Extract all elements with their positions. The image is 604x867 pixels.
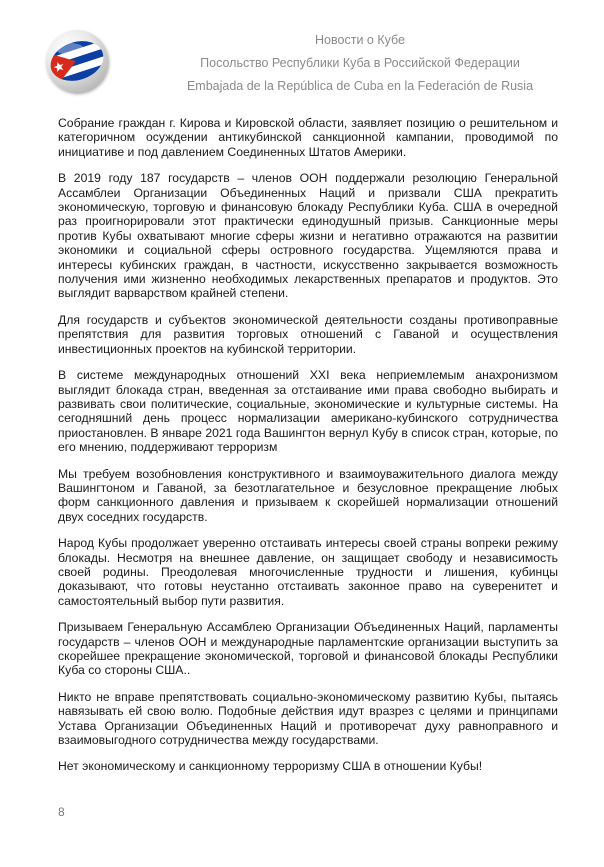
page-number: 8 <box>58 805 65 819</box>
cuba-flag-globe-icon <box>46 30 108 92</box>
paragraph-intro: Собрание граждан г. Кирова и Кировской области, заявляет позицию о решительном и категоричном осуждении антикубинской санкционной кампании, проводимой по инициативе и под давлением Соединенных Штатов Америки. <box>58 116 558 159</box>
header-title: Новости о Кубе <box>315 33 405 47</box>
paragraph-anachronism: В системе международных отношений XXI века неприемлемым анахронизмом выглядит блокада стран, введенная за отстаивание ими права свободно выбирать и развивать свои политические, социальные, экономические и культурные системы. На сегодняшний день процесс нормализации американо-кубинского сотрудничества приостановлен. В январе 2021 года Вашингтон вернул Кубу в список стран, которые, по его мнению, поддерживают терроризм <box>58 368 558 455</box>
paragraph-demands: Мы требуем возобновления конструктивного и взаимоуважительного диалога между Вашингтоном и Гаваной, за безотлагательное и безусловное прекращение любых форм санкционного давления и призываем к скорейшей нормализации отношений двух соседних государств. <box>58 466 558 524</box>
paragraph-non-interference: Никто не вправе препятствовать социально-экономическому развитию Кубы, пытаясь навязывать ей свою волю. Подобные действия идут вразрез с целями и принципами Устава Организации Объединенных Наций и противоречат духу равноправного и взаимовыгодного сотрудничества между государствами. <box>58 689 558 748</box>
embassy-name-spanish: Embajada de la República de Cuba en la Federación de Rusia <box>186 79 534 93</box>
paragraph-closing: Нет экономическому и санкционному терроризму США в отношении Кубы! <box>58 759 483 774</box>
paragraph-cuban-people: Народ Кубы продолжает уверенно отстаивать интересы своей страны вопреки режиму блокады. Несмотря на внешнее давление, он защищает свободу и независимость своей родины. Преодолевая многочисленные трудности и лишения, кубинцы доказывают, что готовы неустанно отстаивать законное право на суверенитет и самостоятельный выбор пути развития. <box>58 536 558 608</box>
paragraph-appeal: Призываем Генеральную Ассамблею Организации Объединенных Наций, парламенты государств – членов ООН и международные парламентские организации выступить за скорейшее прекращение экономической, торговой и финансовой блокады Республики Куба со стороны США.. <box>58 620 558 678</box>
embassy-name-russian: Посольство Республики Куба в Российской Федерации <box>200 56 520 70</box>
page-header <box>0 0 604 110</box>
statement-body <box>58 116 558 786</box>
paragraph-un-resolution: В 2019 году 187 государств – членов ООН поддержали резолюцию Генеральной Ассамблеи Организации Объединенных Наций и призвали США прекратить экономическую, торговую и финансовую блокаду Республики Куба. США в очередной раз проигнорировали этот практически единодушный призыв. Санкционные меры против Кубы охватывают многие сферы жизни и негативно отражаются на развитии экономики и социальной сферы островного государства. Ущемляются права и интересы кубинских граждан, в частности, искусственно закрывается возможность получения ими жизненно необходимых лекарственных препаратов и продуктов. Это выглядит варварством крайней степени. <box>58 171 558 301</box>
paragraph-trade-obstacles: Для государств и субъектов экономической деятельности созданы противоправные препятствия для развития торговых отношений с Гаваной и осуществления инвестиционных проектов на кубинской территории. <box>58 312 558 356</box>
